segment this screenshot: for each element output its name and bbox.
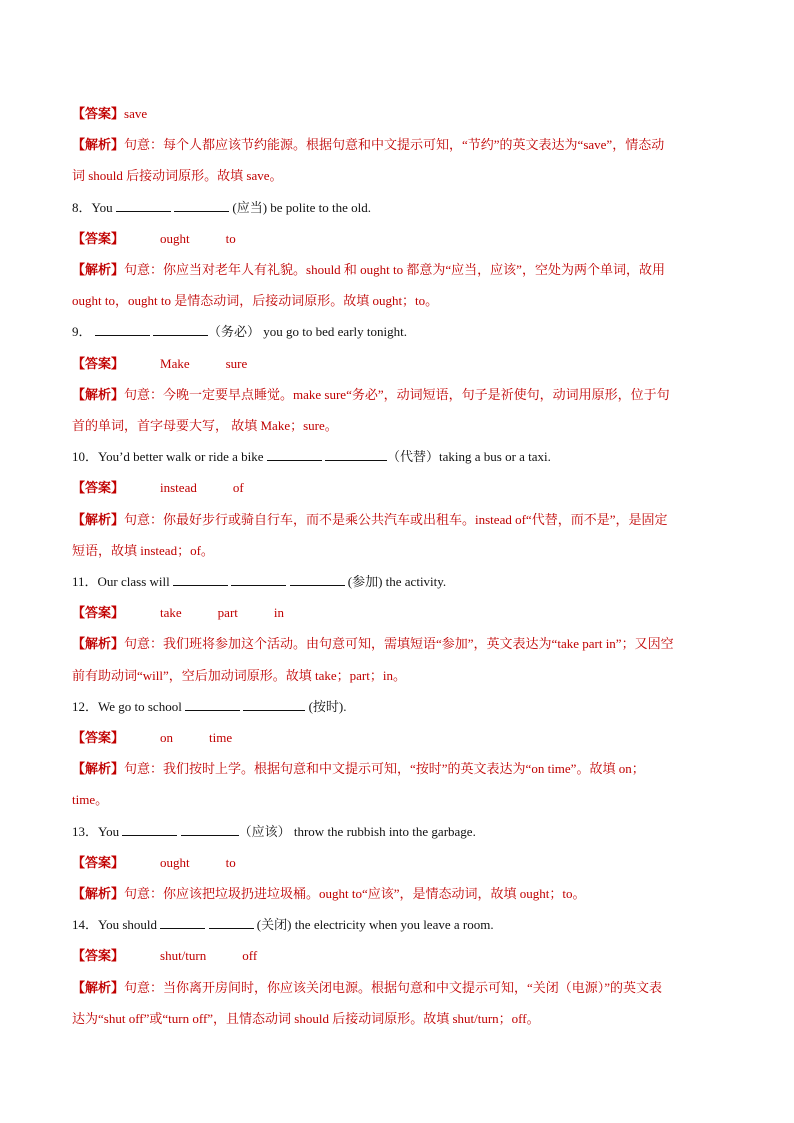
question-text: You [98,823,120,839]
analysis-line-14b [72,1003,722,1034]
analysis-text: 句意：我们按时上学。根据句意和中文提示可知，“按时”的英文表达为“on time”。故填 on； [124,761,645,777]
blank-line [290,575,345,586]
analysis-line-12b [72,784,722,815]
question-text: (应当) be polite to the old. [232,199,371,215]
analysis-line-12a [72,753,722,784]
answer-tag: 【答案】 [72,730,125,746]
analysis-tag: 【解析】 [72,761,125,777]
question-10 [72,441,722,472]
answer-line-10 [72,472,722,503]
answer-line-11 [72,597,722,628]
question-number: 13． [72,823,99,839]
question-text: （代替）taking a bus or a taxi. [387,449,551,465]
answer-word: part [217,605,238,621]
answer-word: to [225,230,236,246]
answer-word: ought [160,854,190,870]
question-text: You’d better walk or ride a bike [98,449,264,465]
answer-tag: 【答案】 [72,480,125,496]
answer-word: shut/turn [160,948,207,964]
question-number: 11． [72,574,98,590]
analysis-line-14a [72,972,722,1003]
analysis-tag: 【解析】 [72,636,125,652]
answer-tag: 【答案】 [72,948,125,964]
analysis-text: 句意：每个人都应该节约能源。根据句意和中文提示可知，“节约”的英文表达为“save”，情态动 [124,137,665,153]
analysis-line-7b [72,160,722,191]
answer-tag: 【答案】 [72,355,125,371]
analysis-line-9b [72,410,722,441]
question-11 [72,566,722,597]
blank-line [153,325,208,336]
answer-word: in [273,605,285,621]
analysis-line-9a [72,379,722,410]
analysis-line-7a [72,129,722,160]
question-text: (按时). [308,698,347,714]
answer-word: take [160,605,182,621]
answer-line-7 [72,98,722,129]
analysis-tag: 【解析】 [72,137,125,153]
answer-word: off [242,948,258,964]
blank-line [231,575,286,586]
answer-tag: 【答案】 [72,106,125,121]
blank-line [243,700,305,711]
blank-line [209,918,254,929]
answer-line-9 [72,348,722,379]
blank-line [173,575,228,586]
answer-word: instead [160,480,197,496]
answer-word: Make [160,355,190,371]
question-text: (关闭) the electricity when you leave a room. [256,917,494,933]
answer-word: to [225,854,236,870]
answer-word: on [160,730,174,746]
answer-tag: 【答案】 [72,854,125,870]
document-page [72,98,722,1034]
answer-tag: 【答案】 [72,605,125,621]
question-text: （务必） you go to bed early tonight. [208,324,407,340]
question-number: 14． [72,917,99,933]
blank-line [160,918,205,929]
analysis-line-10a [72,504,722,535]
answer-word: sure [225,355,248,371]
question-13 [72,816,722,847]
question-text: You should [98,917,158,933]
question-number: 12． [72,698,99,714]
blank-line [95,325,150,336]
question-text: You [91,199,113,215]
analysis-line-11b [72,660,722,691]
answer-text: save [124,106,148,121]
analysis-text: 句意：当你离开房间时，你应该关闭电源。根据句意和中文提示可知，“关闭（电源）”的英文表 [124,979,663,995]
analysis-line-11a [72,628,722,659]
question-9 [72,316,722,347]
question-text: （应该） throw the rubbish into the garbage. [238,823,476,839]
analysis-line-8a [72,254,722,285]
analysis-tag: 【解析】 [72,511,125,527]
answer-word: ought [160,230,190,246]
analysis-line-13a [72,878,722,909]
question-14 [72,909,722,940]
question-number: 10． [72,449,99,465]
analysis-text: 首的单词，首字母要大写， 故填 Make；sure。 [72,418,338,434]
blank-line [325,450,387,461]
analysis-text: 达为“shut off”或“turn off”，且情态动词 should 后接动词原形。故填 shut/turn；off。 [72,1010,540,1026]
answer-word: of [232,480,244,496]
question-8 [72,192,722,223]
analysis-tag: 【解析】 [72,386,125,402]
analysis-text: 短语，故填 instead；of。 [72,542,214,558]
answer-word: time [209,730,233,746]
question-text: Our class will [97,574,170,590]
blank-line [185,700,240,711]
answer-line-12 [72,722,722,753]
blank-line [122,825,177,836]
analysis-text: time。 [72,792,109,808]
question-12 [72,691,722,722]
answer-tag: 【答案】 [72,230,125,246]
analysis-text: 句意：今晚一定要早点睡觉。make sure“务必”，动词短语，句子是祈使句，动词用原形，位于句 [124,386,670,402]
analysis-text: 句意：你最好步行或骑自行车，而不是乘公共汽车或出租车。instead of“代替，而不是”，是固定 [124,511,668,527]
blank-line [174,201,229,212]
question-number: 9． [72,324,92,340]
answer-line-14 [72,940,722,971]
question-number: 8． [72,199,92,215]
blank-line [181,825,239,836]
analysis-line-8b [72,285,722,316]
answer-line-13 [72,847,722,878]
answer-line-8 [72,223,722,254]
analysis-text: ought to，ought to 是情态动词，后接动词原形。故填 ought；to。 [72,293,439,309]
analysis-text: 句意：我们班将参加这个活动。由句意可知，需填短语“参加”，英文表达为“take part in”；又因空 [124,636,674,652]
analysis-tag: 【解析】 [72,979,125,995]
analysis-text: 句意：你应该把垃圾扔进垃圾桶。ought to“应该”，是情态动词，故填 ought；to。 [124,886,586,902]
analysis-tag: 【解析】 [72,886,125,902]
blank-line [267,450,322,461]
question-text: We go to school [98,698,182,714]
blank-line [116,201,171,212]
analysis-tag: 【解析】 [72,262,125,278]
analysis-text: 前有助动词“will”，空后加动词原形。故填 take；part；in。 [72,667,406,683]
question-text: (参加) the activity. [347,574,447,590]
analysis-text: 句意：你应当对老年人有礼貌。should 和 ought to 都意为“应当，应该”，空处为两个单词，故用 [124,262,665,278]
analysis-line-10b [72,535,722,566]
analysis-text: 词 should 后接动词原形。故填 save。 [72,168,283,184]
